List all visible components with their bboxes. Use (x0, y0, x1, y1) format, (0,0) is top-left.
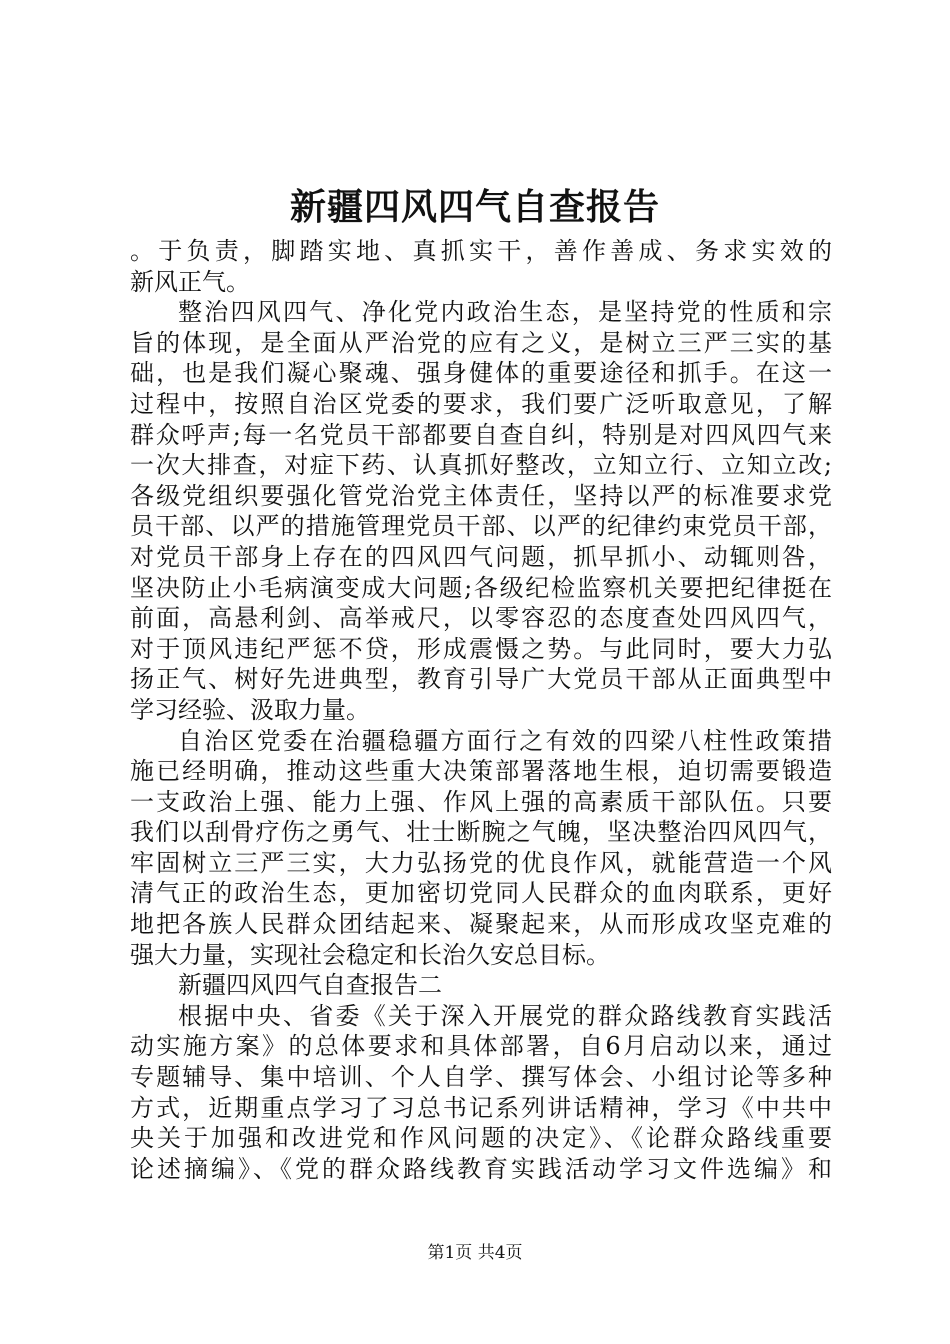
body-line: 一次大排查，对症下药、认真抓好整改，立知立行、立知立改; (130, 451, 832, 480)
body-line: 地把各族人民群众团结起来、凝聚起来，从而形成攻坚克难的 (130, 910, 832, 939)
body-line: 各级党组织要强化管党治党主体责任，坚持以严的标准要求党 (130, 481, 832, 510)
body-line: 方式，近期重点学习了习总书记系列讲话精神，学习《中共中 (130, 1093, 832, 1122)
body-line: 学习经验、汲取力量。 (130, 695, 370, 724)
body-line: 动实施方案》的总体要求和具体部署，自6月启动以来，通过 (130, 1032, 832, 1061)
body-line: 坚决防止小毛病演变成大问题;各级纪检监察机关要把纪律挺在 (130, 573, 832, 602)
body-line: 牢固树立三严三实，大力弘扬党的优良作风，就能营造一个风 (130, 848, 832, 877)
body-line: 扬正气、树好先进典型，教育引导广大党员干部从正面典型中 (130, 665, 832, 694)
body-line: 一支政治上强、能力上强、作风上强的高素质干部队伍。只要 (130, 787, 832, 816)
body-line: 新风正气。 (130, 267, 250, 296)
body-line: 施已经明确，推动这些重大决策部署落地生根，迫切需要锻造 (130, 757, 832, 786)
body-line: 群众呼声;每一名党员干部都要自查自纠，特别是对四风四气来 (130, 420, 832, 449)
section-heading: 新疆四风四气自查报告二 (178, 971, 442, 1000)
body-line: 央关于加强和改进党和作风问题的决定》、《论群众路线重要 (130, 1124, 832, 1153)
body-line: 整治四风四气、净化党内政治生态，是坚持党的性质和宗 (178, 298, 832, 327)
body-line: 论述摘编》、《党的群众路线教育实践活动学习文件选编》和 (130, 1154, 832, 1183)
body-line: 础，也是我们凝心聚魂、强身健体的重要途径和抓手。在这一 (130, 359, 832, 388)
body-line: 自治区党委在治疆稳疆方面行之有效的四梁八柱性政策措 (178, 726, 832, 755)
body-line: 专题辅导、集中培训、个人自学、撰写体会、小组讨论等多种 (130, 1063, 832, 1092)
body-line: 对于顶风违纪严惩不贷，形成震慑之势。与此同时，要大力弘 (130, 634, 832, 663)
body-line: 过程中，按照自治区党委的要求，我们要广泛听取意见，了解 (130, 389, 832, 418)
body-line: 对党员干部身上存在的四风四气问题，抓早抓小、动辄则咎， (130, 542, 832, 571)
page-footer (0, 1241, 950, 1265)
body-line: 。于负责，脚踏实地、真抓实干，善作善成、务求实效的 (130, 237, 832, 265)
body-line: 旨的体现，是全面从严治党的应有之义，是树立三严三实的基 (130, 328, 832, 357)
body-line: 员干部、以严的措施管理党员干部、以严的纪律约束党员干部， (130, 512, 832, 541)
body-line: 根据中央、省委《关于深入开展党的群众路线教育实践活 (178, 1001, 832, 1030)
body-line: 前面，高悬利剑、高举戒尺，以零容忍的态度查处四风四气， (130, 604, 832, 633)
document-body (130, 236, 832, 1184)
body-line: 我们以刮骨疗伤之勇气、壮士断腕之气魄，坚决整治四风四气， (130, 818, 832, 847)
body-line: 清气正的政治生态，更加密切党同人民群众的血肉联系，更好 (130, 879, 832, 908)
document-title: 新疆四风四气自查报告 (289, 186, 660, 228)
page-number: 第1页 共4页 (427, 1243, 523, 1263)
body-line: 强大力量，实现社会稳定和长治久安总目标。 (130, 940, 610, 969)
